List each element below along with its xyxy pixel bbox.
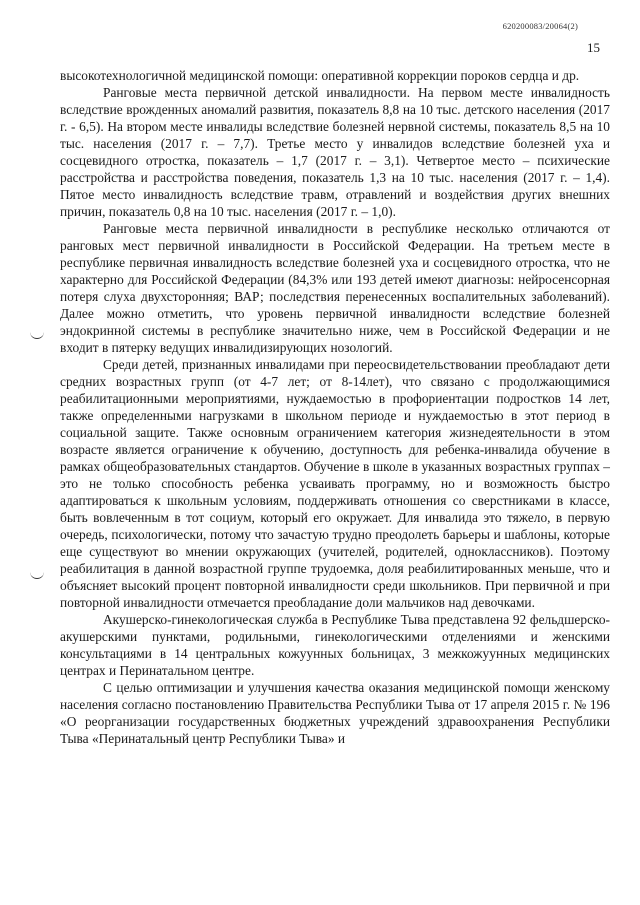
- paragraph-disability-ranking: Ранговые места первичной детской инвалидности. На первом месте инвалидность вследствие врожденных аномалий развития, показатель 8,8 на 10 тыс. детского населения (2017 г. - 6,5). На втором месте инвалиды вследствие болезней нервной системы, показатель 8,5 на 10 тыс. населения (2017 г. – 7,7). Третье место у инвалидов вследствие болезней уха и сосцевидного отростка, показатель – 1,7 (2017 г. – 3,1). Четвертое место – психические расстройства и расстройства поведения, показатель 1,3 на 10 тыс. населения (2017 г. – 1,4). Пятое место инвалидность вследствие травм, отравлений и воздействия других внешних причин, показатель 0,8 на 10 тыс. населения (2017 г. – 1,0).: [60, 85, 610, 219]
- document-id: 620200083/20064(2): [502, 21, 578, 31]
- margin-check-mark: [30, 570, 44, 579]
- paragraph-comparison-rf: Ранговые места первичной инвалидности в республике несколько отличаются от ранговых мест первичной инвалидности в Российской Федерации. На третьем месте в республике первичная инвалидность вследствие болезней уха и сосцевидного отростка, что не характерно для Российской Федерации (84,3% или 193 детей имеют диагнозы: нейросенсорная потеря слуха двухсторонняя; ВАР; последствия перенесенных воспалительных заболеваний). Далее можно отметить, что уровень первичной инвалидности вследствие болезней эндокринной системы в республике значительно ниже, чем в Российской Федерации и не входит в пятерку ведущих инвалидизирующих нозологий.: [60, 221, 610, 355]
- paragraph-continuation: высокотехнологичной медицинской помощи: оперативной коррекции пороков сердца и др.: [60, 68, 580, 83]
- paragraph-obstetric-service: Акушерско-гинекологическая служба в Республике Тыва представлена 92 фельдшерско-акушерскими пунктами, родильными, гинекологическими отделениями и женскими консультациями в 14 центральных кожуунных больницах, 3 межкожуунных медицинских центрах и Перинатальном центре.: [60, 612, 610, 678]
- margin-check-mark: [30, 330, 44, 339]
- body-text: [60, 67, 610, 747]
- paragraph-reexamination: Среди детей, признанных инвалидами при переосвидетельствовании преобладают дети средних возрастных групп (от 4-7 лет; от 8-14лет), что связано с продолжающимися реабилитационными мероприятиями, нуждаемостью в профориентации подростков 14 лет, также определенными нагрузками в школьном периоде и нуждаемостью в этот период в социальной защите. Также основным ограничением категория жизнедеятельности в этом возрасте является ограничение к обучению, доступность для ребенка-инвалида обучение в рамках общеобразовательных стандартов. Обучение в школе в указанных возрастных группах – это не только способность ребенка усваивать программу, но и возможность быстро адаптироваться к школьным условиям, поддерживать отношения со сверстниками в классе, быть вовлеченным в тот социум, который его окружает. Для инвалида это тяжело, в первую очередь, психологически, потому что зачастую трудно преодолеть барьеры и шаблоны, которые еще существуют во мнении окружающих (учителей, родителей, одноклассников). Поэтому реабилитация в данной возрастной группе трудоемка, доля реабилитированных меньше, что и объясняет высокий процент повторной инвалидности среди школьников. При первичной и при повторной инвалидности отмечается преобладание доли мальчиков над девочками.: [60, 357, 610, 610]
- paragraph-optimization: С целью оптимизации и улучшения качества оказания медицинской помощи женскому населения согласно постановлению Правительства Республики Тыва от 17 апреля 2015 г. № 196 «О реорганизации государственных бюджетных учреждений здравоохранения Республики Тыва «Перинатальный центр Республики Тыва» и: [60, 680, 610, 746]
- page-number: 15: [587, 40, 600, 55]
